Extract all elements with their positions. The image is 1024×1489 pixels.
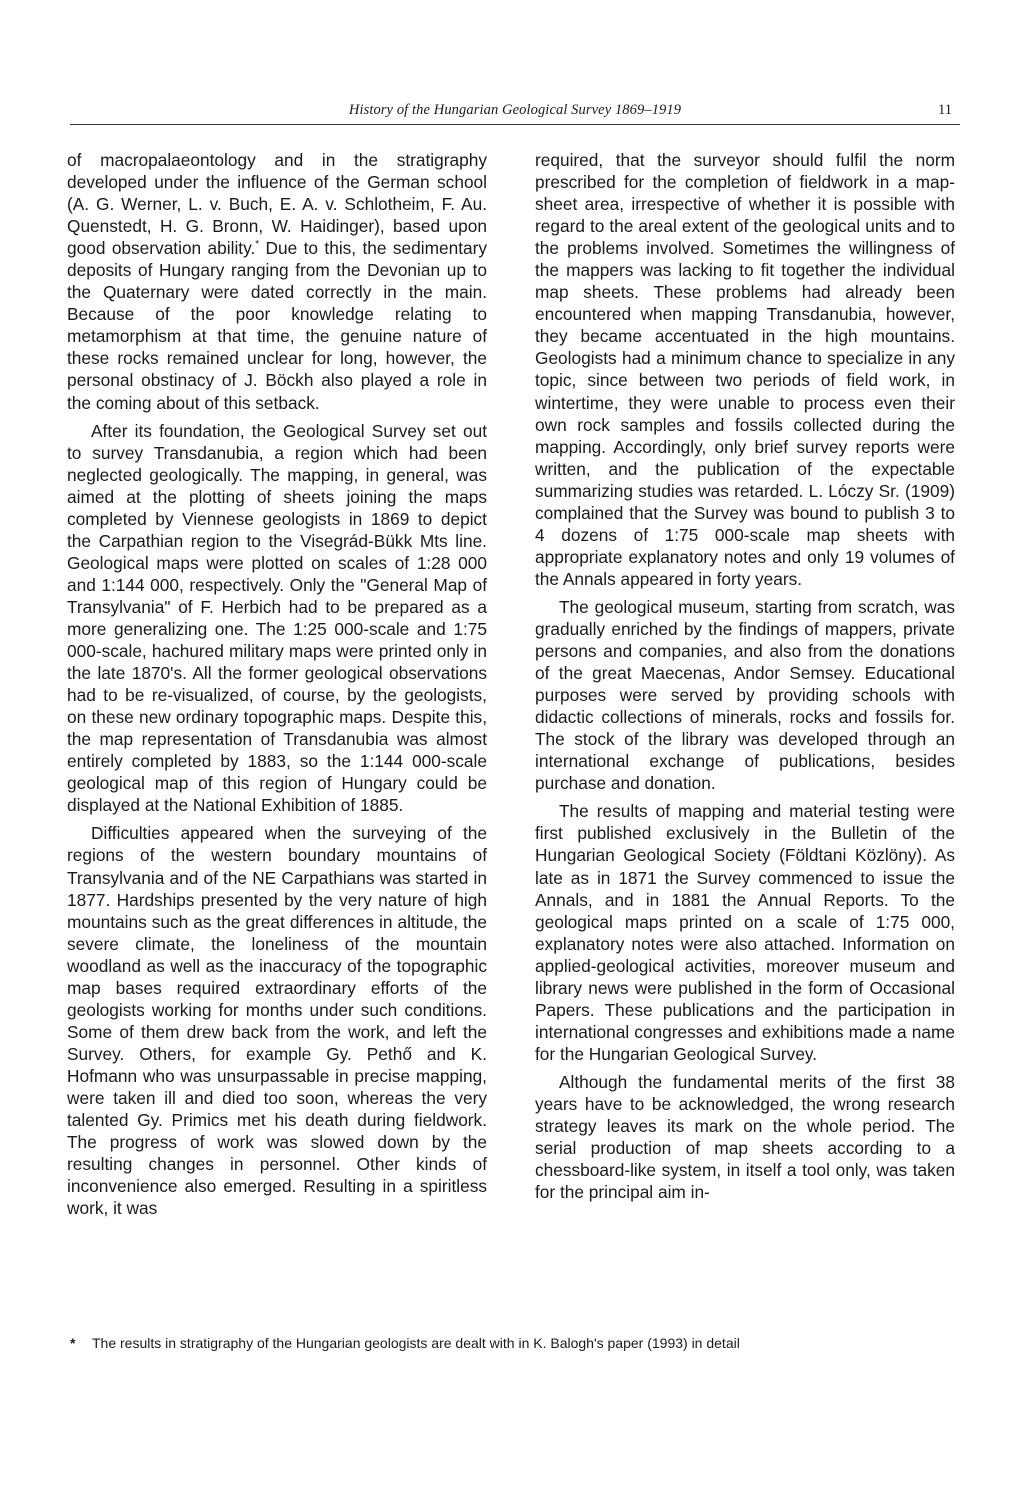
running-header xyxy=(70,100,960,125)
left-paragraph-2: After its foundation, the Geological Survey set out to survey Transdanubia, a region which had been neglected geologically. The mapping, in general, was aimed at the plotting of sheets joining the maps completed by Viennese geologists in 1869 to depict the Carpathian region to the Visegrád-Bükk Mts line. Geological maps were plotted on scales of 1:28 000 and 1:144 000, respectively. Only the "General Map of Transylvania" of F. Herbich had to be prepared as a more generalizing one. The 1:25 000-scale and 1:75 000-scale, hachured military maps were printed only in the late 1870's. All the former geological observations had to be re-visualized, of course, by the geologists, on these new ordinary topographic maps. Despite this, the map representation of Transdanubia was almost entirely completed by 1883, so the 1:144 000-scale geological map of this region of Hungary could be displayed at the National Exhibition of 1885. xyxy=(67,420,487,816)
left-paragraph-1 xyxy=(67,149,487,414)
left-paragraph-3: Difficulties appeared when the surveying of the regions of the western boundary mountains of Transylvania and of the NE Carpathians was started in 1877. Hardships presented by the very nature of high mountains such as the great differences in altitude, the severe climate, the loneliness of the mountain woodland as well as the inaccuracy of the topographic map bases required extraordinary efforts of the geologists working for months under such conditions. Some of them drew back from the work, and left the Survey. Others, for example Gy. Pethő and K. Hofmann who was unsurpassable in precise mapping, were taken ill and died too soon, whereas the very talented Gy. Primics met his death during fieldwork. The progress of work was slowed down by the resulting changes in personnel. Other kinds of inconvenience also emerged. Resulting in a spiritless work, it was xyxy=(67,823,487,1219)
left-paragraph-1-text-b: Due to this, the sedimentary deposits of Hungary ranging from the Devonian up to the Quaternary were dated correctly in the main. Because of the poor knowledge relating to metamorphism at that time, the genuine nature of these rocks remained unclear for long, however, the personal obstinacy of J. Böckh also played a role in the coming about of this setback. xyxy=(67,238,488,413)
right-column xyxy=(535,149,955,1209)
page-number: 11 xyxy=(938,102,952,118)
right-paragraph-2: The geological museum, starting from scratch, was gradually enriched by the findings of mappers, private persons and companies, and also from the donations of the great Maecenas, Andor Semsey. Educational purposes were served by providing schools with didactic collections of minerals, rocks and fossils for. The stock of the library was developed through an international exchange of publications, besides purchase and donation. xyxy=(535,596,955,794)
footnote xyxy=(70,1334,950,1352)
footnote-marker: * xyxy=(70,1335,76,1351)
footnote-reference-marker[interactable]: * xyxy=(255,239,260,251)
left-paragraph-1-text-a: of macropalaeontology and in the stratigraphy developed under the influence of the German school (A. G. Werner, L. v. Buch, E. A. v. Schlotheim, F. Au. Quenstedt, H. G. Bronn, W. Haidinger), based upon good observation ability. xyxy=(67,150,487,259)
left-column xyxy=(67,149,487,1225)
footnote-text: The results in stratigraphy of the Hungarian geologists are dealt with in K. Balogh's paper (1993) in detail xyxy=(92,1335,740,1351)
right-paragraph-1: required, that the surveyor should fulfil the norm prescribed for the completion of fieldwork in a map-sheet area, irrespective of whether it is possible with regard to the areal extent of the geological units and to the problems involved. Sometimes the willingness of the mappers was lacking to fit together the individual map sheets. These problems had already been encountered when mapping Transdanubia, however, they became accentuated in the high mountains. Geologists had a minimum chance to specialize in any topic, since between two periods of field work, in wintertime, they were unable to process even their own rock samples and fossils collected during the mapping. Accordingly, only brief survey reports were written, and the publication of the expectable summarizing studies was retarded. L. Lóczy Sr. (1909) complained that the Survey was bound to publish 3 to 4 dozens of 1:75 000-scale map sheets with appropriate explanatory notes and only 19 volumes of the Annals appeared in forty years. xyxy=(535,150,955,589)
right-paragraph-3: The results of mapping and material testing were first published exclusively in the Bulletin of the Hungarian Geological Society (Földtani Közlöny). As late as in 1871 the Survey commenced to issue the Annals, and in 1881 the Annual Reports. To the geological maps printed on a scale of 1:75 000, explanatory notes were also attached. Information on applied-geological activities, moreover museum and library news were published in the form of Occasional Papers. These publications and the participation in international congresses and exhibitions made a name for the Hungarian Geological Survey. xyxy=(535,801,955,1064)
right-paragraph-4: Although the fundamental merits of the first 38 years have to be acknowledged, the wrong research strategy leaves its mark on the whole period. The serial production of map sheets according to a chessboard-like system, in itself a tool only, was taken for the principal aim in- xyxy=(535,1071,955,1203)
running-title: History of the Hungarian Geological Survey 1869–1919 xyxy=(348,102,682,118)
